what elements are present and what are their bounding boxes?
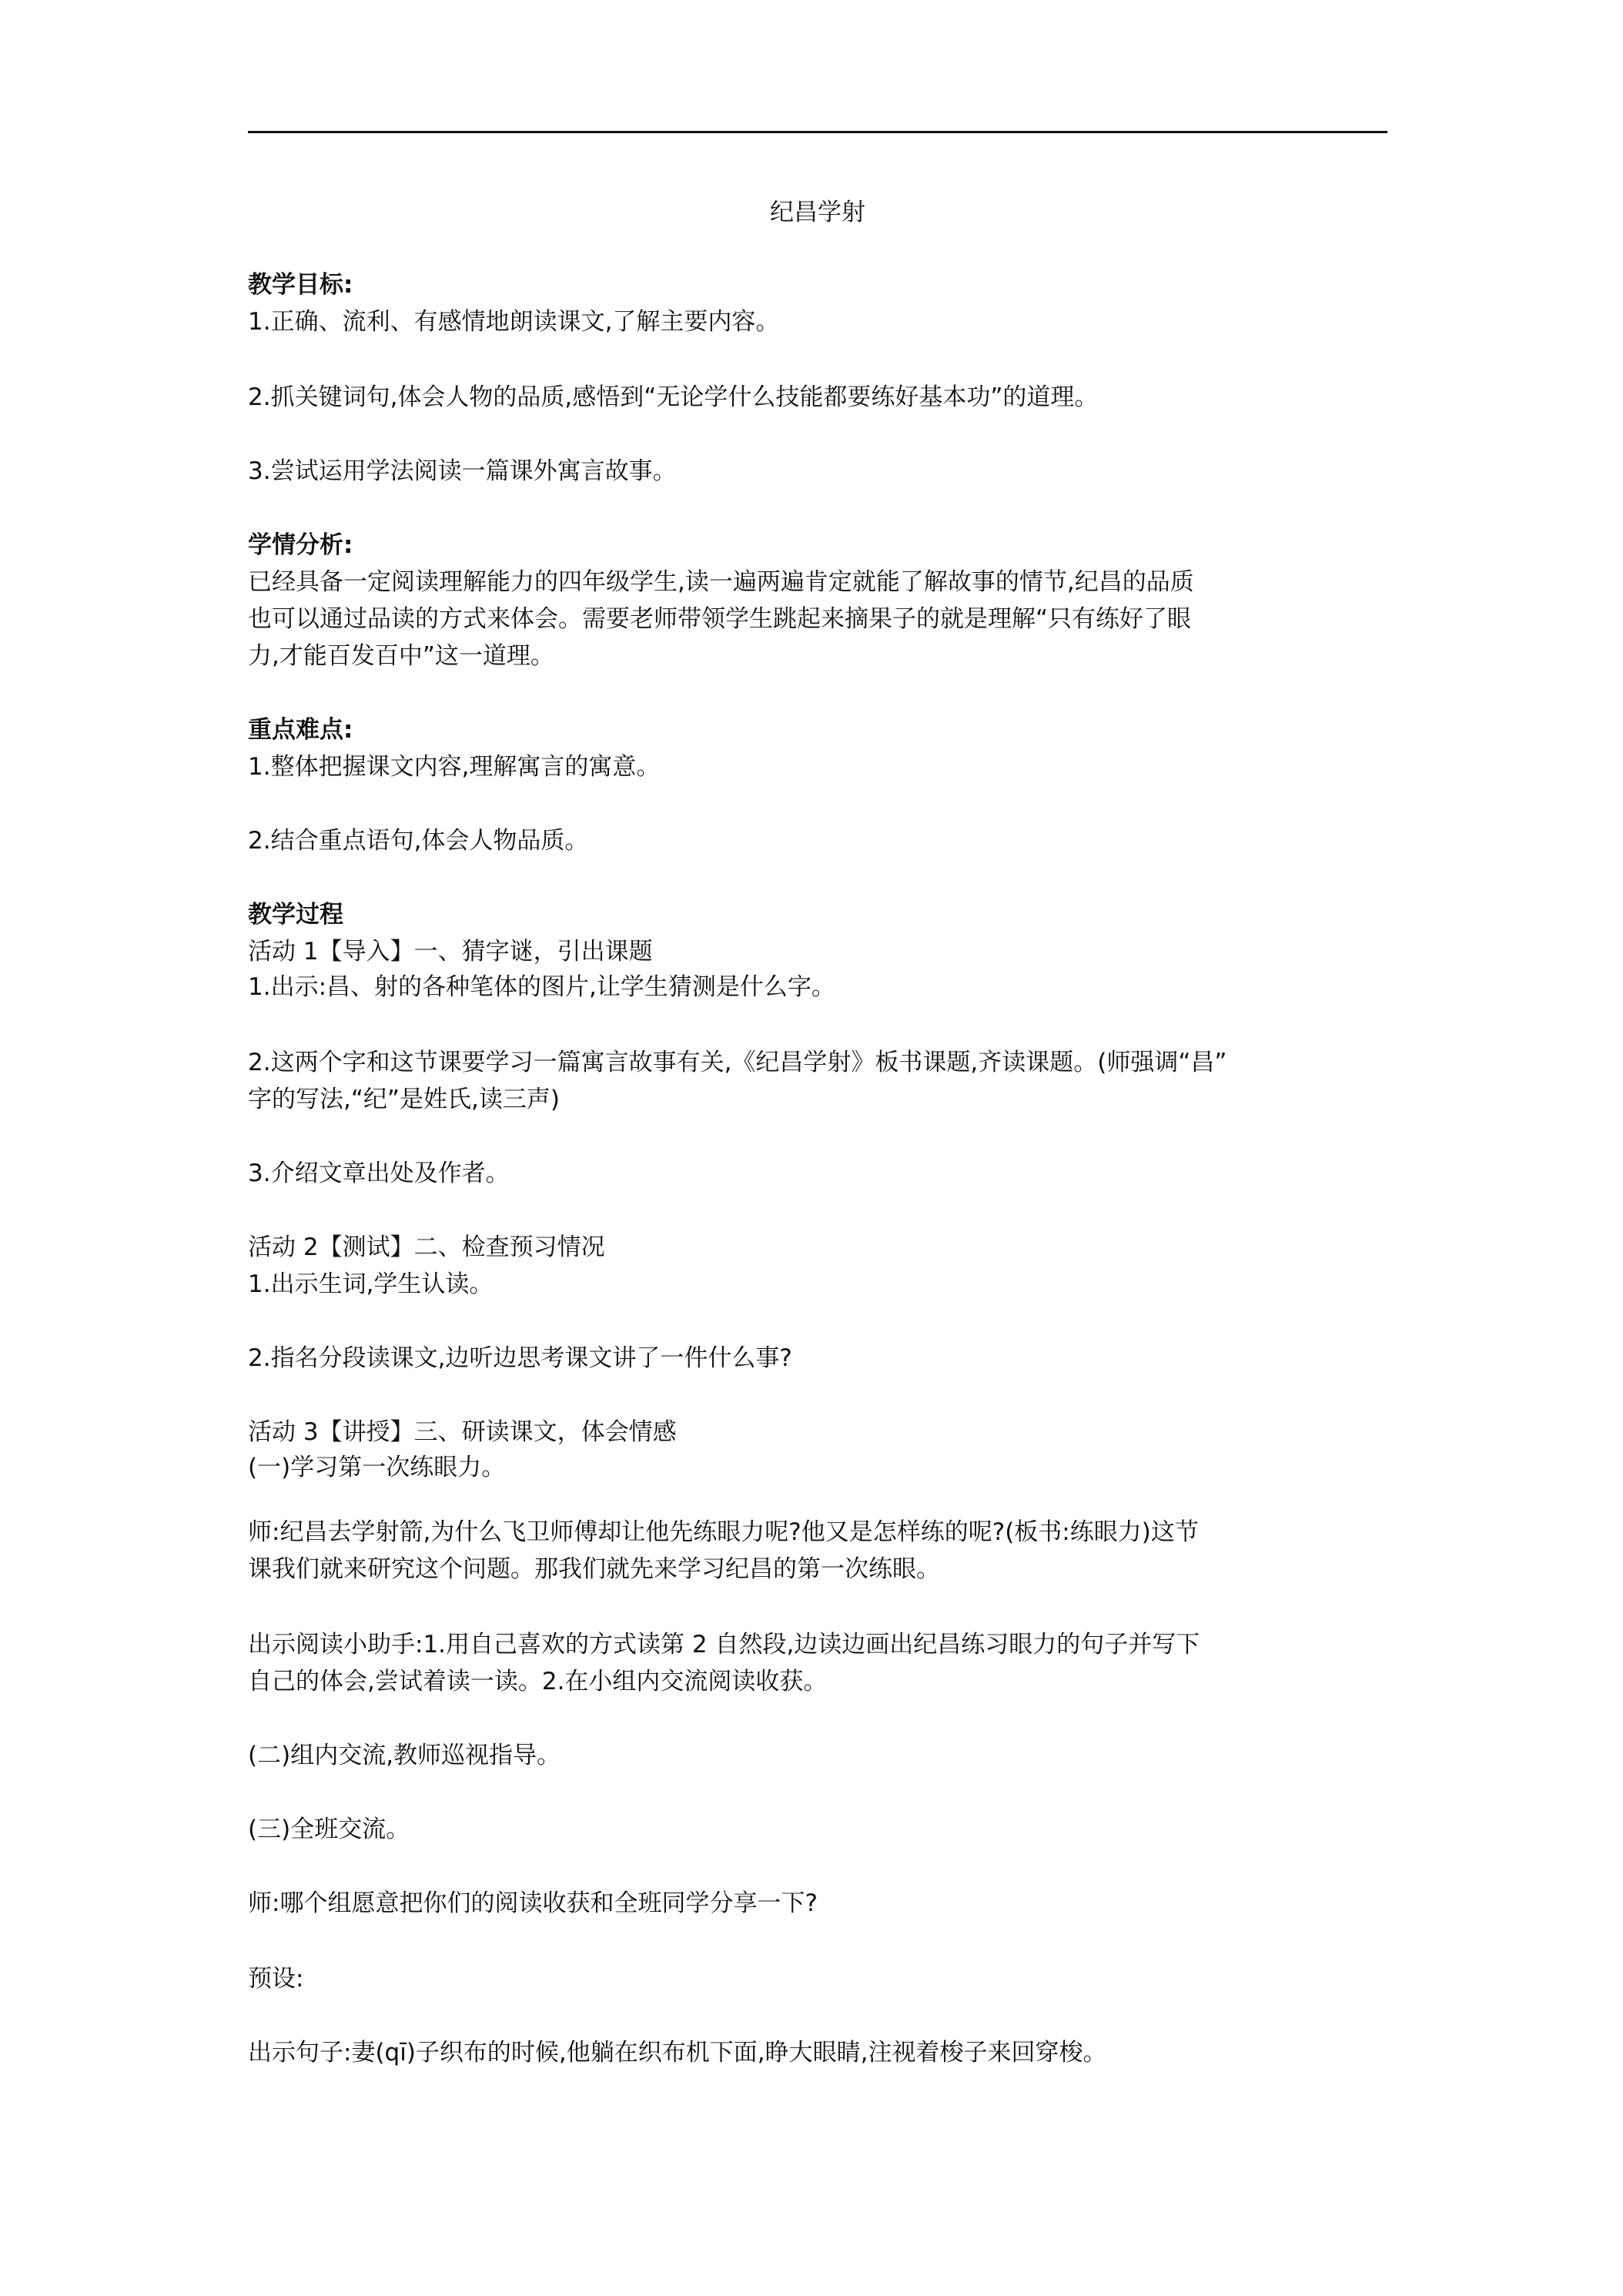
activity-1-step-2-line-1: 2.这两个字和这节课要学习一篇寓言故事有关,《纪昌学射》板书课题,齐读课题。(师强调“昌” xyxy=(248,1049,1227,1076)
objectives-heading: 教学目标: xyxy=(248,271,353,299)
activity-3-helper-line-2: 自己的体会,尝试着读一读。2.在小组内交流阅读收获。 xyxy=(248,1668,828,1695)
analysis-line-1: 已经具备一定阅读理解能力的四年级学生,读一遍两遍肯定就能了解故事的情节,纪昌的品质 xyxy=(248,568,1194,596)
activity-3-sub-2: (二)组内交流,教师巡视指导。 xyxy=(248,1742,561,1769)
objective-item-3: 3.尝试运用学法阅读一篇课外寓言故事。 xyxy=(248,457,677,485)
activity-2-title: 活动 2【测试】二、检查预习情况 xyxy=(248,1233,605,1261)
process-heading: 教学过程 xyxy=(248,901,343,929)
key-points-heading: 重点难点: xyxy=(248,716,353,744)
header-rule xyxy=(248,131,1387,133)
objective-item-1: 1.正确、流利、有感情地朗读课文,了解主要内容。 xyxy=(248,308,780,336)
activity-3-teacher-1-line-2: 课我们就来研究这个问题。那我们就先来学习纪昌的第一次练眼。 xyxy=(248,1555,940,1583)
activity-3-teacher-2: 师:哪个组愿意把你们的阅读收获和全班同学分享一下? xyxy=(248,1889,818,1917)
key-point-item-2: 2.结合重点语句,体会人物品质。 xyxy=(248,827,589,855)
analysis-heading: 学情分析: xyxy=(248,531,353,559)
analysis-line-3: 力,才能百发百中”这一道理。 xyxy=(248,642,554,670)
objective-item-2: 2.抓关键词句,体会人物的品质,感悟到“无论学什么技能都要练好基本功”的道理。 xyxy=(248,383,1099,411)
activity-3-title: 活动 3【讲授】三、研读课文，体会情感 xyxy=(248,1418,677,1446)
key-point-item-1: 1.整体把握课文内容,理解寓言的寓意。 xyxy=(248,753,661,781)
activity-3-sub-1: (一)学习第一次练眼力。 xyxy=(248,1454,506,1481)
analysis-line-2: 也可以通过品读的方式来体会。需要老师带领学生跳起来摘果子的就是理解“只有练好了眼 xyxy=(248,605,1192,633)
activity-3-sub-3: (三)全班交流。 xyxy=(248,1816,410,1843)
activity-3-helper-line-1: 出示阅读小助手:1.用自己喜欢的方式读第 2 自然段,边读边画出纪昌练习眼力的句子并写下 xyxy=(248,1631,1200,1658)
activity-1-step-2-line-2: 字的写法,“纪”是姓氏,读三声) xyxy=(248,1086,560,1113)
activity-3-preset: 预设: xyxy=(248,1965,304,1993)
activity-3-sentence: 出示句子:妻(qī)子织布的时候,他躺在织布机下面,睁大眼睛,注视着梭子来回穿梭。 xyxy=(248,2039,1107,2067)
activity-1-step-3: 3.介绍文章出处及作者。 xyxy=(248,1160,510,1187)
activity-1-title: 活动 1【导入】一、猜字谜，引出课题 xyxy=(248,938,653,966)
activity-3-teacher-1-line-1: 师:纪昌去学射箭,为什么飞卫师傅却让他先练眼力呢?他又是怎样练的呢?(板书:练眼力)这节 xyxy=(248,1518,1199,1546)
activity-2-step-2: 2.指名分段读课文,边听边思考课文讲了一件什么事? xyxy=(248,1344,792,1372)
activity-1-step-1: 1.出示:昌、射的各种笔体的图片,让学生猜测是什么字。 xyxy=(248,973,835,1001)
document-title: 纪昌学射 xyxy=(770,199,865,226)
activity-2-step-1: 1.出示生词,学生认读。 xyxy=(248,1270,494,1298)
